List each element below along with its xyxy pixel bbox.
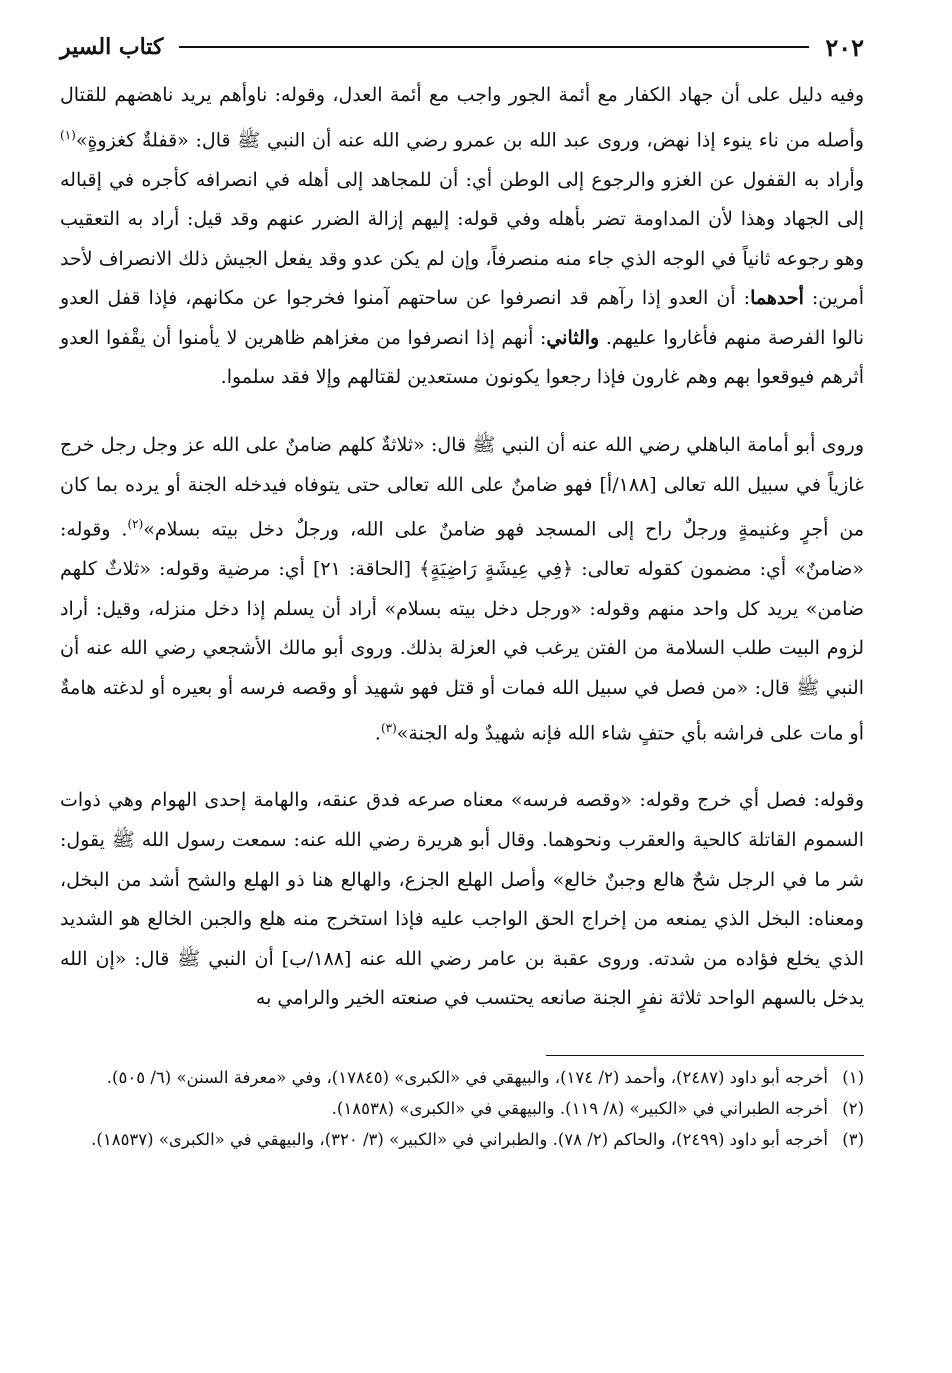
bold-term: والثاني [546,326,600,349]
main-text [60,76,864,1019]
text-run: وأراد به القفول عن الغزو والرجوع إلى الوطن أي: أن للمجاهد إلى أهله في انصرافه كأجره في إقباله إلى الجهاد وهذا لأن المداومة تضر بأهله وفي قوله: إليهم إزالة الضرر عنهم وقد قيل: أراد به التعقيب وهو رجوعه ثانياً في الوجه الذي جاء منه منصرفاً، وإن لم يكن عدو وقد يفعل الجيش ذلك الانصراف لأحد أمرين: [60,168,864,310]
footnote-text: أخرجه أبو داود (٢٤٨٧)، وأحمد (٢/ ١٧٤)، والبيهقي في «الكبرى» (١٧٨٤٥)، وفي «معرفة السنن» (٦/ ٥٠٥). [106,1068,828,1088]
page-number: ٢٠٢ [825,32,864,62]
footnotes [60,1064,864,1153]
text-run: وروى أبو أمامة الباهلي رضي الله عنه أن النبي ﷺ قال: «ثلاثةٌ كلهم ضامنٌ على الله عز وجل رجل خرج غازياً في سبيل الله تعالى [١٨٨/أ] فهو ضامنٌ على الله تعالى حتى يتوفاه فيدخله الجنة أو يرده بما كان من أجرٍ وغنيمةٍ ورجلٌ راح إلى المسجد فهو ضامنٌ على الله، ورجلٌ دخل بيته بسلام» [60,434,864,541]
text-run: وقوله: فصل أي خرج وقوله: «وقصه فرسه» معناه صرعه فدق عنقه، والهامة إحدى الهوام وهي ذوات السموم القاتلة كالحية والعقرب ونحوهما. وقال أبو هريرة رضي الله عنه: سمعت رسول الله ﷺ يقول: شر ما في الرجل شحٌ هالع وجبنٌ خالع» وأصل الهلع الجزع، والهالع هنا ذو الهلع والشح أشد من البخل، ومعناه: البخل الذي يمنعه من إخراج الحق الواجب عليه فإذا استخرج منه هلع والجبن الخالع هو الشديد الذي يخلع فؤاده من شدته. وروى عقبة بن عامر رضي الله عنه [١٨٨/ب] أن النبي ﷺ قال: «إن الله يدخل بالسهم الواحد ثلاثة نفرٍ الجنة صانعه يحتسب في صنعته الخير والرامي به [60,789,864,1010]
footnote-number: (٢) [842,1099,864,1119]
text-run: : أن العدو إذا رآهم قد انصرفوا عن ساحتهم آمنوا فخرجوا عن مكانهم، فإذا قفل العدو نالوا الفرصة منهم فأغاروا عليهم. [60,287,864,349]
footnote-text: أخرجه الطبراني في «الكبير» (٨/ ١١٩). والبيهقي في «الكبرى» (١٨٥٣٨). [331,1099,828,1119]
footnote [60,1126,864,1153]
footnote-text: أخرجه أبو داود (٢٤٩٩)، والحاكم (٢/ ٧٨). والطبراني في «الكبير» (٣/ ٣٢٠)، والبيهقي في «الكبرى» (١٨٥٣٧). [91,1130,828,1150]
text-run: . وقوله: «ضامنٌ» أي: مضمون كقوله تعالى: ﴿فِي عِيشَةٍ رَاضِيَةٍ﴾ [الحاقة: ٢١] أي: مرضية وقوله: «ثلاثٌ كلهم ضامن» يريد كل واحد منهم وقوله: «ورجل دخل بيته بسلام» أراد أن يسلم إذا دخل منزله، وقيل: أراد لزوم البيت طلب السلامة من الفتن يرغب في العزلة بذلك. وروى أبو مالك الأشجعي رضي الله عنه أن النبي ﷺ قال: «من فصل في سبيل الله فمات أو قتل فهو شهيد أو وقصه فرسه أو بعيره أو لدغته هامةٌ أو مات على فراشه بأي حتفٍ شاء الله فإنه شهيدٌ وله الجنة» [60,518,864,744]
header-rule [179,46,809,48]
footnote-number: (٣) [842,1130,864,1150]
footnote-ref: (١) [60,127,76,142]
paragraph [60,781,864,1019]
book-title: كتاب السير [60,34,164,60]
footnote [60,1064,864,1091]
text-run: وفيه دليل على أن جهاد الكفار مع أئمة الجور واجب مع أئمة العدل، وقوله: ناوأهم يريد ناهضهم للقتال وأصله من ناء ينوء إذا نهض، وروى عبد الله بن عمرو رضي الله عنه أن النبي ﷺ قال: «قفلةٌ كغزوةٍ» [60,84,864,151]
footnote-ref: (٢) [127,517,144,532]
footnote-number: (١) [842,1068,864,1088]
text-run: . [374,721,381,744]
text-run: : أنهم إذا انصرفوا من مغزاهم ظاهرين لا يأمنوا أن يقْفوا العدو أثرهم فيوقعوا بهم وهم غارون فإذا رجعوا يكونون مستعدين لقتالهم وإلا فقد سلموا. [60,326,864,389]
footnote-ref: (٣) [380,720,397,735]
paragraph [60,76,864,398]
paragraph [60,426,864,753]
footnote [60,1095,864,1122]
bold-term: أحدهما [750,287,804,310]
page-header [60,28,864,66]
footnote-separator [546,1055,864,1056]
